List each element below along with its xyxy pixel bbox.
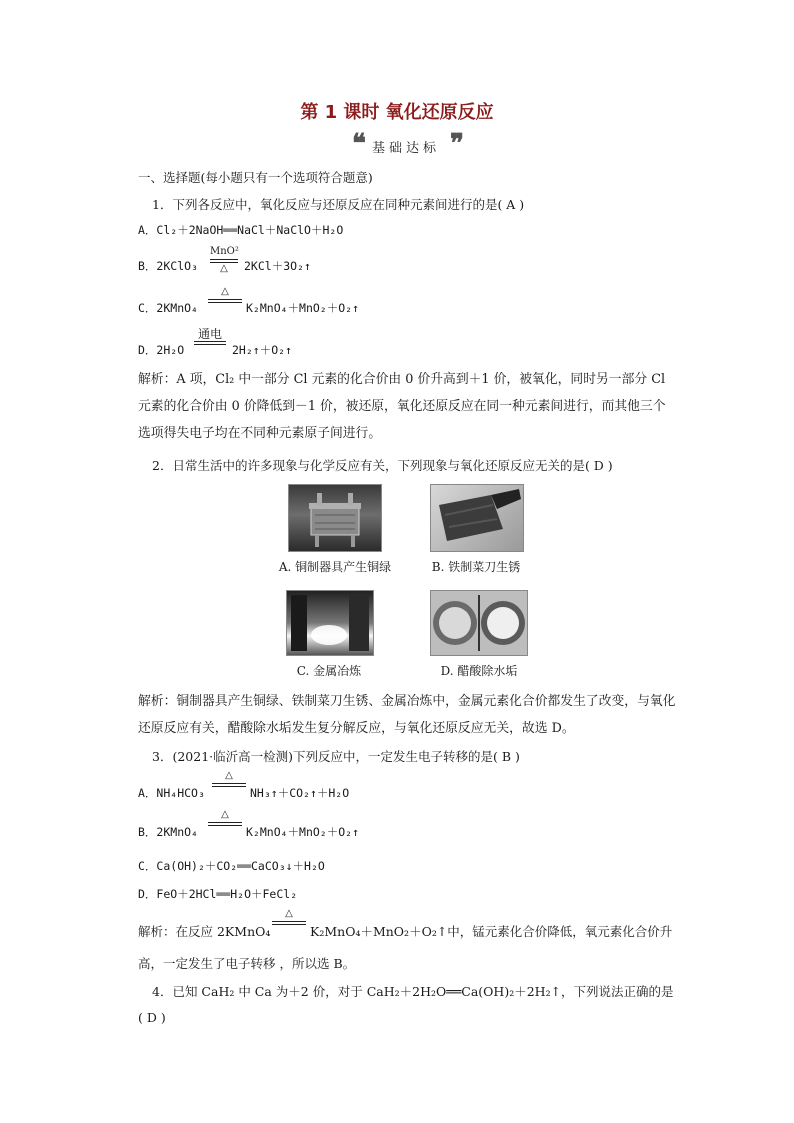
heat-triangle-icon: △ bbox=[285, 908, 293, 919]
equal-sign bbox=[212, 783, 246, 787]
caption-d: D. 醋酸除水垢 bbox=[440, 664, 518, 678]
section-heading: 一、选择题(每小题只有一个选项符合题意) bbox=[138, 170, 373, 185]
heat-triangle-icon: △ bbox=[221, 286, 229, 297]
equal-sign bbox=[208, 299, 242, 303]
close-quote-icon: ❞ bbox=[450, 129, 464, 159]
open-quote-icon: ❝ bbox=[352, 129, 366, 159]
q3-option-a-right: NH₃↑＋CO₂↑＋H₂O bbox=[250, 786, 350, 800]
cleaver-icon bbox=[431, 485, 523, 551]
q1-option-d-right: 2H₂↑＋O₂↑ bbox=[232, 343, 292, 357]
q4-stem: 4．已知 CaH₂ 中 Ca 为＋2 价，对于 CaH₂＋2H₂O══Ca(OH)₂＋2H₂↑，下列说法正确的是 bbox=[152, 984, 674, 999]
equal-sign bbox=[194, 341, 226, 345]
q2-stem: 2．日常生活中的许多现象与化学反应有关，下列现象与氧化还原反应无关的是( D ) bbox=[152, 458, 613, 473]
q3-option-c: C．Ca(OH)₂＋CO₂══CaCO₃↓＋H₂O bbox=[138, 859, 325, 873]
caption-a: A. 铜制器具产生铜绿 bbox=[278, 560, 392, 574]
bronze-vessel-icon bbox=[289, 485, 381, 551]
q3-b-condition bbox=[208, 809, 242, 826]
q1-option-b-right: 2KCl＋3O₂↑ bbox=[244, 259, 311, 273]
q4-answer: ( D ) bbox=[138, 1010, 166, 1025]
catalyst-label: MnO² bbox=[210, 246, 239, 257]
caption-c: C. 金属冶炼 bbox=[296, 664, 362, 678]
equal-sign bbox=[208, 822, 242, 826]
section-badge bbox=[352, 129, 470, 159]
q1-c-condition bbox=[208, 286, 242, 303]
q3-option-a-left: A．NH₄HCO₃ bbox=[138, 786, 205, 800]
badge-label: 基础达标 bbox=[372, 141, 441, 156]
rusty-cleaver-image bbox=[430, 484, 524, 552]
q1-option-c-left: C．2KMnO₄ bbox=[138, 301, 198, 315]
q1-b-condition bbox=[210, 246, 238, 275]
q3-analysis-line2: 高，一定发生了电子转移 ，所以选 B。 bbox=[138, 956, 356, 971]
q1-option-b-left: B．2KClO₃ bbox=[138, 259, 198, 273]
q1-option-a: A．Cl₂＋2NaOH══NaCl＋NaClO＋H₂O bbox=[138, 223, 344, 237]
heat-triangle-icon: △ bbox=[221, 809, 229, 820]
equal-sign bbox=[272, 921, 306, 925]
q3-analysis-pre: 解析：在反应 2KMnO₄ bbox=[138, 924, 271, 939]
bronze-vessel-image bbox=[288, 484, 382, 552]
q3-stem: 3．(2021·临沂高一检测)下列反应中，一定发生电子转移的是( B ) bbox=[152, 749, 520, 764]
q3-option-b-left: B．2KMnO₄ bbox=[138, 825, 198, 839]
q1-d-condition bbox=[194, 328, 226, 345]
q3-analysis-condition bbox=[272, 908, 306, 925]
q3-analysis-post: K₂MnO₄＋MnO₂＋O₂↑中，锰元素化合价降低，氧元素化合价升 bbox=[310, 924, 673, 939]
q2-analysis: 解析：铜制器具产生铜绿、铁制菜刀生锈、金属冶炼中，金属元素化合价都发生了改变，与氧化还原反应有关，醋酸除水垢发生复分解反应，与氧化还原反应无关，故选 D。 bbox=[138, 694, 676, 736]
q1-option-c-right: K₂MnO₄＋MnO₂＋O₂↑ bbox=[246, 301, 360, 315]
metal-smelting-image bbox=[286, 590, 374, 656]
kettle-icon bbox=[431, 591, 527, 655]
q3-a-condition bbox=[212, 770, 246, 787]
heat-triangle-icon: △ bbox=[225, 770, 233, 781]
descaling-image bbox=[430, 590, 528, 656]
heat-triangle-icon: △ bbox=[220, 263, 228, 274]
q1-analysis: 解析：A 项，Cl₂ 中一部分 Cl 元素的化合价由 0 价升高到＋1 价，被氧化，同时另一部分 Cl 元素的化合价由 0 价降低到－1 价，被还原，氧化还原反应在同一种元素间进行，而其他三个选项得失电子均在不同种元素原子间进行。 bbox=[138, 372, 666, 441]
page-title: 第 1 课时 氧化还原反应 bbox=[300, 102, 494, 123]
q3-option-b-right: K₂MnO₄＋MnO₂＋O₂↑ bbox=[246, 825, 360, 839]
q1-option-d-left: D．2H₂O bbox=[138, 343, 185, 357]
furnace-icon bbox=[287, 591, 373, 655]
q1-stem: 1．下列各反应中，氧化反应与还原反应在同种元素间进行的是( A ) bbox=[152, 197, 525, 212]
q3-option-d: D．FeO＋2HCl══H₂O＋FeCl₂ bbox=[138, 887, 298, 901]
electrolysis-label: 通电 bbox=[197, 327, 222, 341]
caption-b: B. 铁制菜刀生锈 bbox=[431, 560, 521, 574]
